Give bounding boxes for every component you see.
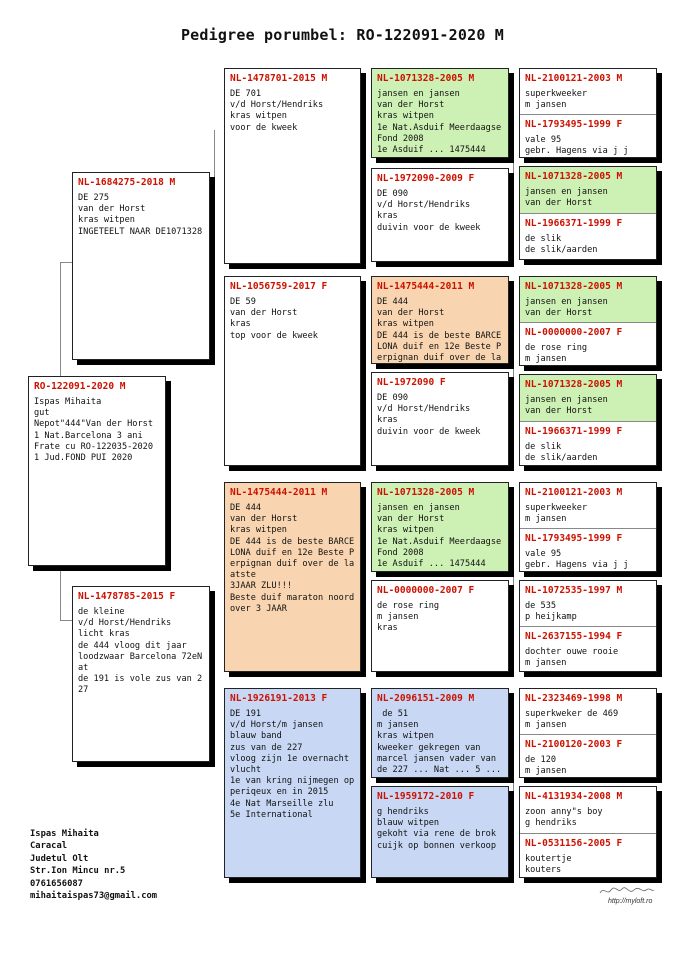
ring-number: NL-2323469-1998 M: [525, 693, 623, 704]
pigeon-info: DE 275 van der Horst kras witpen INGETEELT NAAR DE1071328: [78, 193, 203, 237]
gen3-card[interactable]: [371, 372, 509, 466]
connector-line: [214, 130, 215, 362]
pigeon-info: de 535 p heijkamp: [525, 601, 577, 623]
gen4-dam-cell[interactable]: [520, 626, 656, 672]
subject-card[interactable]: [28, 376, 166, 566]
owner-city: Caracal: [30, 841, 68, 852]
pigeon-info: jansen en jansen van der Horst kras witpen 1e Nat.Asduif Meerdaagse Fond 2008 1e Asduif ... 1475444: [377, 89, 502, 156]
pigeon-info: DE 701 v/d Horst/Hendriks kras witpen voor de kweek: [230, 89, 324, 133]
ring-number: NL-1972090-2009 F: [377, 173, 475, 184]
page-title: Pedigree porumbel: RO-122091-2020 M: [180, 26, 505, 44]
gen4-dam-cell[interactable]: [520, 213, 656, 260]
owner-info: [30, 828, 157, 902]
gen3-card[interactable]: [371, 482, 509, 572]
ring-number: NL-1972090 F: [377, 377, 446, 388]
gen3-card[interactable]: [371, 276, 509, 364]
gen4-pair[interactable]: [519, 374, 657, 466]
ring-number: NL-1966371-1999 F: [525, 426, 623, 437]
gen4-dam-cell[interactable]: [520, 734, 656, 778]
gen2-card[interactable]: [224, 68, 361, 264]
gen4-sire-cell[interactable]: [520, 375, 656, 421]
pigeon-info: de 120 m jansen: [525, 755, 567, 777]
pigeon-info: superkweeker m jansen: [525, 503, 588, 525]
gen4-pair[interactable]: [519, 786, 657, 878]
gen4-dam-cell[interactable]: [520, 114, 656, 158]
ring-number: NL-4131934-2008 M: [525, 791, 623, 802]
gen4-pair[interactable]: [519, 688, 657, 778]
ring-number: NL-1684275-2018 M: [78, 177, 176, 188]
ring-number: NL-0000000-2007 F: [525, 327, 623, 338]
gen4-pair[interactable]: [519, 580, 657, 672]
ring-number: NL-1959172-2010 F: [377, 791, 475, 802]
ring-number: NL-1793495-1999 F: [525, 119, 623, 130]
ring-number: NL-1475444-2011 M: [230, 487, 328, 498]
pigeon-info: superkweeker m jansen: [525, 89, 588, 111]
pigeon-info: de slik de slik/aarden: [525, 234, 598, 256]
dam-card[interactable]: [72, 586, 210, 762]
owner-email[interactable]: mihaitaispas73@gmail.com: [30, 891, 158, 902]
gen3-card[interactable]: [371, 168, 509, 262]
gen4-sire-cell[interactable]: [520, 689, 656, 734]
gen4-dam-cell[interactable]: [520, 528, 656, 572]
connector-line: [60, 570, 61, 592]
pigeon-info: DE 090 v/d Horst/Hendriks kras duivin voor de kweek: [377, 189, 481, 233]
gen2-card[interactable]: [224, 688, 361, 878]
pigeon-info: de kleine v/d Horst/Hendriks licht kras de 444 vloog dit jaar loodzwaar Barcelona 72eN at de 191 is vole zus van 2 27: [78, 607, 203, 696]
gen4-sire-cell[interactable]: [520, 787, 656, 833]
ring-number: NL-1071328-2005 M: [525, 171, 623, 182]
gen4-pair[interactable]: [519, 166, 657, 260]
pigeon-info: vale 95 gebr. Hagens via j j: [525, 549, 629, 571]
gen4-sire-cell[interactable]: [520, 69, 656, 114]
connector-line: [60, 262, 72, 263]
gen4-dam-cell[interactable]: [520, 322, 656, 366]
ring-number: NL-1478785-2015 F: [78, 591, 176, 602]
owner-county: Judetul Olt: [30, 853, 89, 864]
gen4-pair[interactable]: [519, 482, 657, 572]
gen3-card[interactable]: [371, 580, 509, 672]
ring-number: NL-0531156-2005 F: [525, 838, 623, 849]
connector-line: [513, 116, 514, 206]
connector-line: [60, 262, 61, 384]
ring-number: NL-1072535-1997 M: [525, 585, 623, 596]
footer-url[interactable]: http://myloft.ro: [608, 898, 653, 905]
pigeon-info: DE 444 van der Horst kras witpen DE 444 is de beste BARCE LONA duif en 12e Beste P erpignan duif over de la: [377, 297, 502, 364]
pigeon-info: jansen en jansen van der Horst: [525, 395, 608, 417]
ring-number: NL-2096151-2009 M: [377, 693, 475, 704]
ring-number: NL-1071328-2005 M: [377, 73, 475, 84]
connector-line: [364, 540, 365, 632]
pigeon-info: DE 090 v/d Horst/Hendriks kras duivin voor de kweek: [377, 393, 481, 437]
ring-number: RO-122091-2020 M: [34, 381, 126, 392]
connector-line: [513, 724, 514, 828]
ring-number: NL-1071328-2005 M: [377, 487, 475, 498]
gen4-sire-cell[interactable]: [520, 581, 656, 626]
ring-number: NL-1478701-2015 M: [230, 73, 328, 84]
ring-number: NL-1966371-1999 F: [525, 218, 623, 229]
pigeon-info: zoon anny"s boy g hendriks: [525, 807, 603, 829]
pigeon-info: de rose ring m jansen kras: [377, 601, 440, 634]
pigeon-info: de 51 m jansen kras witpen kweeker gekregen van marcel jansen vader van de 227 ... Nat ... 5 ...: [377, 709, 502, 776]
owner-name: Ispas Mihaita: [30, 829, 99, 839]
ring-number: NL-1071328-2005 M: [525, 281, 623, 292]
ring-number: NL-2637155-1994 F: [525, 631, 623, 642]
ring-number: NL-2100120-2003 F: [525, 739, 623, 750]
signature-graphic: [598, 884, 656, 898]
connector-line: [364, 120, 365, 220]
ring-number: NL-1926191-2013 F: [230, 693, 328, 704]
pigeon-info: de rose ring m jansen: [525, 343, 588, 365]
connector-line: [60, 592, 61, 620]
gen3-card[interactable]: [371, 786, 509, 878]
ring-number: NL-1475444-2011 M: [377, 281, 475, 292]
gen3-card[interactable]: [371, 68, 509, 158]
connector-line: [364, 746, 365, 846]
pigeon-info: koutertje kouters: [525, 854, 572, 876]
pigeon-info: de slik de slik/aarden: [525, 442, 598, 464]
gen2-card[interactable]: [224, 276, 361, 466]
connector-line: [364, 330, 365, 424]
owner-street: Str.Ion Mincu nr.5: [30, 866, 126, 877]
pigeon-info: vale 95 gebr. Hagens via j j: [525, 135, 629, 157]
gen3-card[interactable]: [371, 688, 509, 778]
connector-line: [214, 622, 215, 762]
sire-card[interactable]: [72, 172, 210, 360]
pigeon-info: dochter ouwe rooie m jansen: [525, 647, 619, 669]
gen4-pair[interactable]: [519, 276, 657, 366]
gen4-pair[interactable]: [519, 68, 657, 158]
ring-number: NL-1056759-2017 F: [230, 281, 328, 292]
gen4-sire-cell[interactable]: [520, 167, 656, 213]
gen4-dam-cell[interactable]: [520, 421, 656, 466]
pigeon-info: superkweker de 469 m jansen: [525, 709, 619, 731]
pigeon-info: jansen en jansen van der Horst: [525, 297, 608, 319]
pigeon-info: DE 444 van der Horst kras witpen DE 444 is de beste BARCE LONA duif en 12e Beste P erpignan duif over de la atste 3JAAR ZLU!!! Beste duif maraton noord over 3 JAAR: [230, 503, 355, 614]
pigeon-info: DE 59 van der Horst kras top voor de kweek: [230, 297, 318, 341]
pigeon-info: Ispas Mihaita gut Nepot"444"Van der Horst 1 Nat.Barcelona 3 ani Frate cu RO-122035-2020 1 Jud.FOND PUI 2020: [34, 397, 153, 464]
connector-line: [60, 620, 72, 621]
ring-number: NL-0000000-2007 F: [377, 585, 475, 596]
ring-number: NL-1793495-1999 F: [525, 533, 623, 544]
ring-number: NL-2100121-2003 M: [525, 487, 623, 498]
pigeon-info: DE 191 v/d Horst/m jansen blauw band zus van de 227 vloog zijn 1e overnacht vlucht 1e van kring nijmegen op periqeux en in 2015 4e Nat Marseille zlu 5e International: [230, 709, 355, 820]
connector-line: [513, 300, 514, 408]
gen4-sire-cell[interactable]: [520, 483, 656, 528]
pigeon-info: jansen en jansen van der Horst kras witpen 1e Nat.Asduif Meerdaagse Fond 2008 1e Asduif ... 1475444: [377, 503, 502, 570]
gen2-card[interactable]: [224, 482, 361, 672]
pigeon-info: jansen en jansen van der Horst: [525, 187, 608, 209]
gen4-dam-cell[interactable]: [520, 833, 656, 878]
ring-number: NL-2100121-2003 M: [525, 73, 623, 84]
gen4-sire-cell[interactable]: [520, 277, 656, 322]
ring-number: NL-1071328-2005 M: [525, 379, 623, 390]
pigeon-info: g hendriks blauw witpen gekoht via rene de brok cuijk op bonnen verkoop: [377, 807, 496, 851]
connector-line: [513, 520, 514, 620]
owner-phone: 0761656087: [30, 878, 83, 889]
